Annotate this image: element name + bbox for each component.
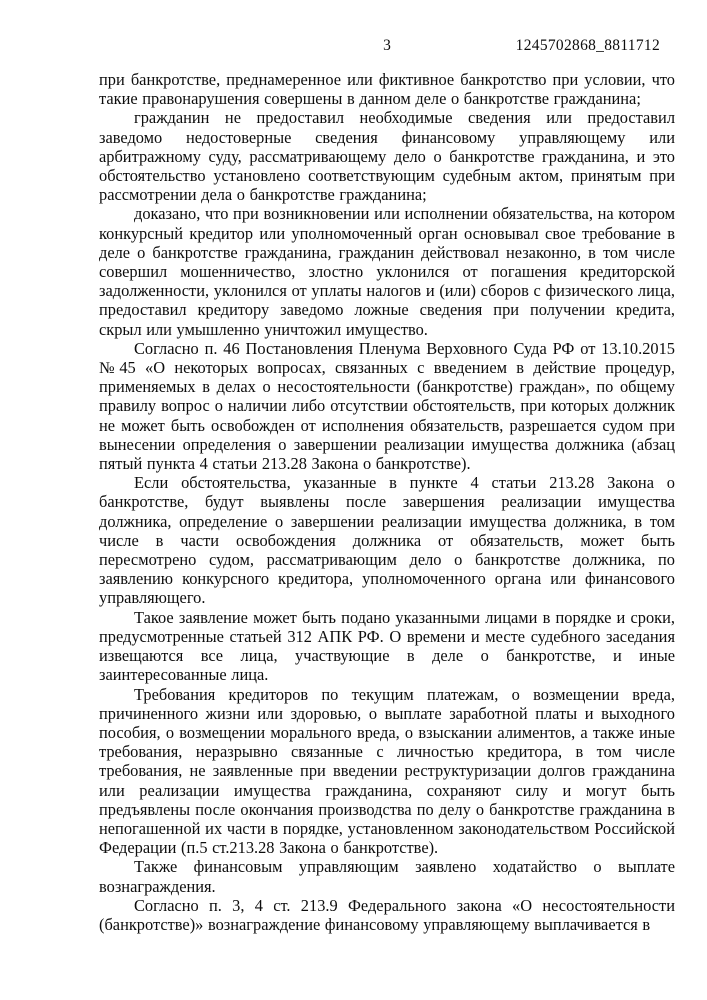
paragraph: Такое заявление может быть подано указанными лицами в порядке и сроки, предусмотренные статьей 312 АПК РФ. О времени и месте судебного заседания извещаются все лица, участвующие в деле о банкротстве, и иные заинтересованные лица. xyxy=(99,607,675,685)
paragraph: Согласно п. 46 Постановления Пленума Верховного Суда РФ от 13.10.2015 №45 «О некоторых вопросах, связанных с введением в действие процедур, применяемых в делах о несостоятельности (банкротстве) граждан», по общему правилу вопрос о наличии либо отсутствии обстоятельств, при которых должник не может быть освобожден от исполнения обязательств, разрешается судом при вынесении определения о завершении реализации имущества должника (абзац пятый пункта 4 статьи 213.28 Закона о банкротстве). xyxy=(99,338,675,474)
document-id: 1245702868_8811712 xyxy=(515,37,660,54)
paragraph: гражданин не предоставил необходимые сведения или предоставил заведомо недостоверные сведения финансовому управляющему или арбитражному суду, рассматривающему дело о банкротстве гражданина, и это обстоятельство установлено соответствующим судебным актом, принятым при рассмотрении дела о банкротстве гражданина; xyxy=(99,108,675,205)
paragraph: Требования кредиторов по текущим платежам, о возмещении вреда, причиненного жизни или здоровью, о выплате заработной платы и выходного пособия, о возмещении морального вреда, о взыскании алиментов, а также иные требования, неразрывно связанные с личностью кредитора, в том числе требования, не заявленные при введении реструктуризации долгов гражданина или реализации имущества гражданина, сохраняют силу и могут быть предъявлены после окончания производства по делу о банкротстве гражданина в непогашенной их части в порядке, установленном законодательством Российской Федерации (п.5 ст.213.28 Закона о банкротстве). xyxy=(99,684,675,858)
paragraph: доказано, что при возникновении или исполнении обязательства, на котором конкурсный кредитор или уполномоченный орган основывал свое требование в деле о банкротстве гражданина, гражданин действовал незаконно, в том числе совершил мошенничество, злостно уклонился от погашения кредиторской задолженности, уклонился от уплаты налогов и (или) сборов с физического лица, предоставил кредитору заведомо ложные сведения при получении кредита, скрыл или умышленно уничтожил имущество. xyxy=(99,204,675,339)
page-number: 3 xyxy=(383,37,391,54)
document-body xyxy=(99,70,675,934)
paragraph: Если обстоятельства, указанные в пункте 4 статьи 213.28 Закона о банкротстве, будут выявлены после завершения реализации имущества должника, определение о завершении реализации имущества должника, в том числе в части освобождения должника от обязательств, может быть пересмотрено судом, рассматривающим дело о банкротстве должника, по заявлению конкурсного кредитора, уполномоченного органа или финансового управляющего. xyxy=(99,473,675,608)
paragraph: Согласно п. 3, 4 ст. 213.9 Федерального закона «О несостоятельности (банкротстве)» вознаграждение финансовому управляющему выплачивается в xyxy=(99,895,675,934)
page-header xyxy=(99,36,675,56)
paragraph: при банкротстве, преднамеренное или фиктивное банкротство при условии, что такие правонарушения совершены в данном деле о банкротстве гражданина; xyxy=(99,70,675,109)
paragraph: Также финансовым управляющим заявлено ходатайство о выплате вознаграждения. xyxy=(99,857,675,896)
